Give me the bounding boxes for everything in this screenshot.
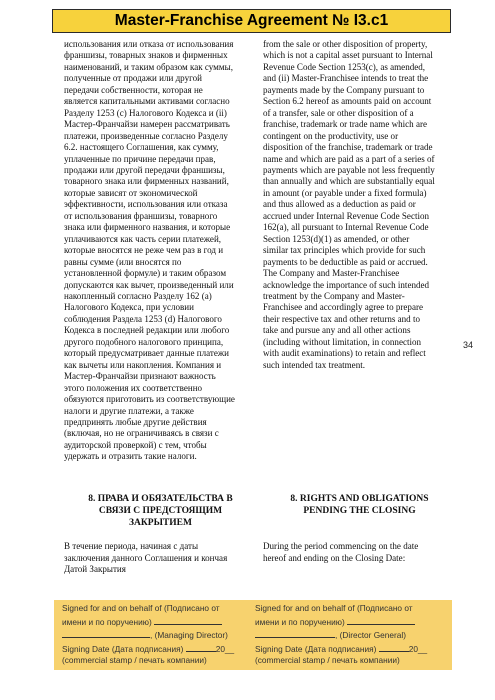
text-line: from the sale or other disposition of property, bbox=[263, 39, 428, 49]
text-line: накопленный согласно Разделу 162 (а) bbox=[64, 290, 212, 301]
text-line: in amount (or payable under a fixed formula) bbox=[263, 187, 427, 198]
text-line: contingent on the productivity, use or bbox=[263, 130, 399, 141]
text-line: (including without limitation, in connection bbox=[263, 336, 422, 347]
text-line: and (ii) Master-Franchisee intends to treat the bbox=[263, 73, 429, 84]
text-line: допускаются как вычет, произведенный или bbox=[64, 279, 234, 290]
signature-block bbox=[54, 600, 452, 670]
stamp-label: (commercial stamp / печать компании) bbox=[62, 655, 207, 666]
signed-for-label: Signed for and on behalf of (Подписано от bbox=[62, 603, 220, 613]
text-line: обязуются приготовить из соответствующие bbox=[64, 394, 235, 405]
role-line: , (Director General) bbox=[255, 628, 448, 642]
document-title-banner bbox=[52, 9, 451, 33]
section-title-line: СВЯЗИ С ПРЕДСТОЯЩИМ bbox=[98, 506, 223, 517]
section-8-body-ru bbox=[64, 541, 257, 576]
section-8-body-en bbox=[263, 541, 456, 564]
document-title: Master-Franchise Agreement № I3.c1 bbox=[114, 12, 389, 29]
text-line: которые вносятся не реже чем раз в год и bbox=[64, 245, 224, 256]
text-line: payments made by the Company pursuant to bbox=[263, 84, 425, 95]
text-line: как вычеты или накопления. Компания и bbox=[64, 359, 222, 370]
signature-left bbox=[54, 600, 253, 670]
left-column-russian-text bbox=[64, 39, 257, 463]
text-line: Мастер-Франчайзи признают важность bbox=[64, 371, 216, 382]
signing-date-blank[interactable] bbox=[186, 642, 216, 652]
text-line: Section 6.2 hereof as amounts paid on account bbox=[263, 96, 432, 107]
signing-date-line: Signing Date (Дата подписания) 20__ bbox=[62, 643, 235, 654]
page-number: 34 bbox=[463, 340, 474, 350]
text-line: предпринять любые другие действия bbox=[64, 416, 207, 427]
section-title-line: 8. ПРАВА И ОБЯЗАТЕЛЬСТВА В bbox=[88, 494, 233, 504]
section-body-line: During the period commencing on the date bbox=[263, 541, 419, 551]
text-line: Franchisee and accordingly agree to prepare bbox=[263, 302, 423, 313]
text-line: (включая, но не ограничиваясь в связи с bbox=[64, 428, 219, 439]
text-line: наименований, и таким образом как суммы, bbox=[64, 61, 233, 72]
text-line: payments which are payable not less frequently bbox=[263, 164, 435, 175]
section-body-line: hereof and ending on the Closing Date: bbox=[263, 552, 406, 563]
text-line: franchise, trademark or trade name which are bbox=[263, 119, 428, 130]
text-line: disposition of the franchise, trademark or trade bbox=[263, 142, 433, 153]
text-line: является капитальными активами согласно bbox=[64, 96, 230, 107]
text-line: 162(a), all pursuant to Internal Revenue Code bbox=[263, 222, 429, 233]
text-line: of a transfer, sale or other disposition of a bbox=[263, 107, 414, 118]
signed-for-label-cont: имени и по поручению) bbox=[62, 615, 249, 629]
text-line: эффективности, использования или отказа bbox=[64, 199, 228, 210]
text-line: соблюдения Раздела 1253 (d) Налогового bbox=[64, 313, 222, 324]
text-line: Кодекса в последней редакции или любого bbox=[64, 325, 230, 336]
section-body-line: Датой Закрытия bbox=[64, 564, 126, 574]
role-line: , (Managing Director) bbox=[62, 628, 249, 642]
text-line: payments to be deductible as paid or accrued. bbox=[263, 256, 428, 267]
section-8-title-en bbox=[263, 493, 456, 517]
text-line: товарного знака или фирменных названий, bbox=[64, 176, 229, 187]
text-line: acknowledge the importance of such intended bbox=[263, 279, 430, 290]
text-line: Налогового Кодекса, при условии bbox=[64, 302, 194, 313]
text-line: которые зависят от экономической bbox=[64, 187, 198, 198]
text-line: от использования франшизы, товарного bbox=[64, 210, 218, 221]
signing-date-blank[interactable] bbox=[379, 642, 409, 652]
text-line: treatment by the Company and Master- bbox=[263, 290, 405, 301]
text-line: франшизы, товарных знаков и фирменных bbox=[64, 50, 228, 61]
section-title-line: PENDING THE CLOSING bbox=[303, 506, 416, 517]
section-title-line: 8. RIGHTS AND OBLIGATIONS bbox=[290, 494, 429, 504]
signer-name-blank[interactable] bbox=[347, 615, 415, 625]
section-title-line: ЗАКРЫТИЕМ bbox=[129, 518, 192, 529]
text-line: than annually and which are substantially equal bbox=[263, 176, 435, 187]
text-line: with audit examinations) to retain and reflect bbox=[263, 348, 426, 359]
text-line: and thus allowed as a deduction as paid or bbox=[263, 199, 416, 210]
signing-date-line: Signing Date (Дата подписания) 20__ bbox=[255, 643, 428, 654]
text-line: their respective tax and other returns and to bbox=[263, 313, 421, 324]
text-line: accrued under Internal Revenue Code Section bbox=[263, 210, 430, 221]
text-line: Revenue Code Section 1253(c), as amended, bbox=[263, 61, 426, 72]
text-line: удержать и отразить такие налоги. bbox=[64, 451, 197, 462]
text-line: name and which are paid as a part of a series of bbox=[263, 153, 435, 164]
text-line: передачи собственности, которая не bbox=[64, 84, 203, 95]
text-line: which is not a capital asset pursuant to Internal bbox=[263, 50, 433, 61]
text-line: Мастер-Франчайзи намерен рассматривать bbox=[64, 119, 230, 130]
signed-for-label: Signed for and on behalf of (Подписано от bbox=[255, 603, 413, 613]
text-line: уплаченные по причине передачи прав, bbox=[64, 153, 216, 164]
text-line: установленной формуле) и таким образом bbox=[64, 268, 227, 279]
text-line: налоги и другие платежи, а также bbox=[64, 405, 194, 416]
signed-for-label-cont: имени и по поручению) bbox=[255, 615, 448, 629]
stamp-label: (commercial stamp / печать компании) bbox=[255, 655, 400, 666]
text-line: использования или отказа от использования bbox=[64, 39, 234, 49]
signer-name-blank[interactable] bbox=[154, 615, 222, 625]
text-line: платежи, произведенные согласно Разделу bbox=[64, 130, 228, 141]
text-line: Разделу 1253 (c) Налогового Кодекса и (ii) bbox=[64, 107, 227, 118]
text-line: этого положения их соответственно bbox=[64, 382, 203, 393]
text-line: продажи или другой передачи франшизы, bbox=[64, 164, 225, 175]
signer-signature-blank[interactable] bbox=[62, 628, 150, 638]
text-line: уплачиваются как часть серии платежей, bbox=[64, 233, 222, 244]
signer-signature-blank[interactable] bbox=[255, 628, 335, 638]
section-body-line: В течение периода, начиная с даты bbox=[64, 541, 199, 551]
right-column-english-text bbox=[263, 39, 456, 371]
text-line: знака или фирменного названия, и которые bbox=[64, 222, 231, 233]
text-line: полученные от продажи или другой bbox=[64, 73, 202, 84]
section-8-title-ru bbox=[64, 493, 257, 530]
text-line: The Company and Master-Franchisee bbox=[263, 268, 400, 279]
text-line: равны сумме (или вносятся по bbox=[64, 256, 182, 267]
text-line: such intended tax treatment. bbox=[263, 359, 365, 370]
text-line: Section 1253(d)(1) as amended, or other bbox=[263, 233, 410, 244]
text-line: аудиторской проверкой) с тем, чтобы bbox=[64, 439, 207, 450]
text-line: который предусматривает данные платежи bbox=[64, 348, 229, 359]
text-line: take and pursue any and all other actions bbox=[263, 325, 411, 336]
section-body-line: заключения данного Соглашения и кончая bbox=[64, 552, 228, 563]
text-line: similar tax principles which provide for such bbox=[263, 245, 426, 256]
signature-right bbox=[253, 600, 452, 670]
text-line: 6.2. настоящего Соглашения, как сумму, bbox=[64, 142, 219, 153]
text-line: другого подобного налогового принципа, bbox=[64, 336, 224, 347]
